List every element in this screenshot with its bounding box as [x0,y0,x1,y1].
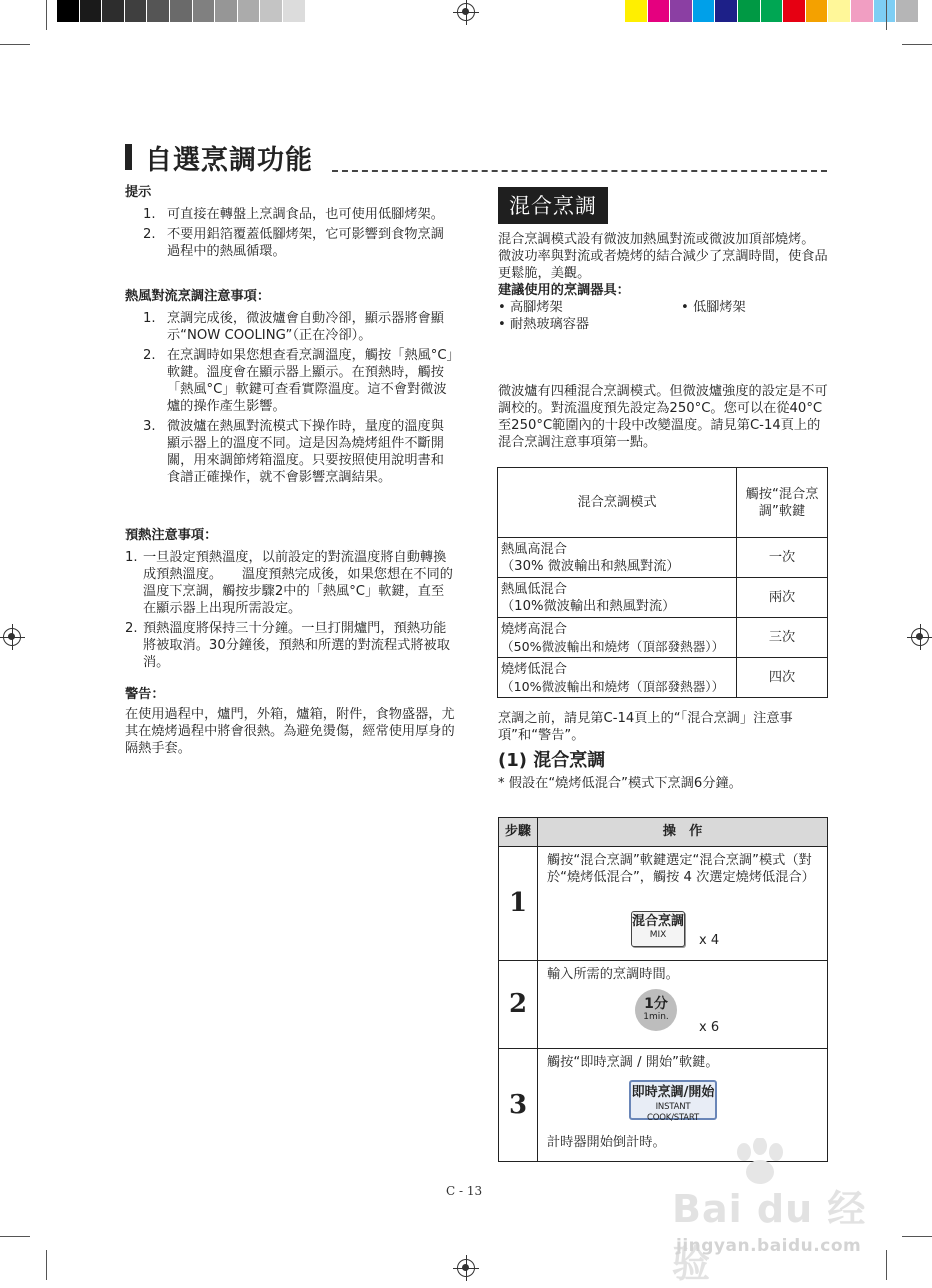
color-swatch [715,0,738,22]
registration-mark-icon [911,628,929,646]
mix-modes-table [497,467,828,698]
preheat-heading: 預熱注意事項： [125,528,218,543]
color-swatch [896,0,919,22]
instant-cook-start-button[interactable]: 即時烹調/開始 INSTANT COOK/START [629,1080,717,1120]
registration-mark-icon [457,1259,475,1277]
modes-description: 微波爐有四種混合烹調模式。但微波爐強度的設定是不可調校的。對流溫度預先設定為250°C。您可以在從40°C至250°C範圍內的十段中改變溫度。請見第C-14頁上的混合烹調注意事項第一點。 [498,384,828,450]
utensils-heading: 建議使用的烹調器具： [498,283,630,298]
color-swatch [851,0,874,22]
list-item: 2. 預熱溫度將保持三十分鐘。一旦打開爐門，預熱功能將被取消。30分鐘後，預熱和所選的對流程式將被取消。 [125,621,450,670]
step-instruction: 觸按“混合烹調”軟鍵選定“混合烹調”模式（對於“燒烤低混合”，觸按 4 次選定燒烤低混合） [547,853,815,885]
intro-text: 微波功率與對流或者燒烤的結合減少了烹調時間，使食品更鬆脆，美觀。 [498,249,828,281]
color-swatch [125,0,148,22]
color-swatch [283,0,306,22]
intro-section [498,231,830,333]
utensil-item: • 耐熱玻璃容器 [498,317,590,332]
preheat-notes-section [125,527,455,674]
utensil-item: • 低腳烤架 [681,300,746,315]
tips-section [125,184,455,263]
intro-text: 混合烹調模式設有微波加熱風對流或微波加頂部燒烤。 [498,232,815,247]
steps-table [498,817,828,1162]
one-minute-key-button[interactable]: 1分 1min. [635,989,677,1031]
crop-mark [902,44,932,45]
color-swatch [670,0,693,22]
grayscale-color-bar [57,0,328,22]
crop-mark [886,1250,887,1280]
color-swatch [57,0,80,22]
step-number: 2 [499,961,538,1049]
color-swatch [170,0,193,22]
color-swatch [625,0,648,22]
color-swatch [80,0,103,22]
list-item: 1. 烹調完成後，微波爐會自動冷卻，顯示器將會顯示“NOW COOLING”（正在冷卻）。 [143,311,444,343]
table-header: 步驟 [499,818,538,847]
color-swatch [648,0,671,22]
crop-mark [0,1236,30,1237]
convection-heading: 熱風對流烹調注意事項： [125,289,271,304]
color-swatch [260,0,283,22]
registration-mark-icon [3,628,21,646]
table-row [499,961,828,1049]
process-color-bar [625,0,919,22]
table-row: 燒烤低混合 （10%微波輸出和燒烤（頂部發熱器）） 四次 [498,658,828,698]
list-item: 2. 不要用鋁箔覆蓋低腳烤架，它可影響到食物烹調過程中的熱風循環。 [143,227,444,259]
preheat-list [125,549,455,671]
section-title: 混合烹調 [498,187,608,224]
table-header: 混合烹調模式 [498,468,737,538]
color-swatch [738,0,761,22]
warning-section [125,686,455,757]
title-dashed-rule [332,170,827,172]
note-text: 烹調之前，請見第C-14頁上的“「混合烹調」注意事項”和“警告”。 [498,711,793,743]
step-number: 1 [499,847,538,961]
color-swatch [238,0,261,22]
press-count: x 6 [699,1020,720,1035]
warning-heading: 警告： [125,687,165,702]
color-swatch [874,0,897,22]
color-swatch [193,0,216,22]
press-count: x 4 [699,933,720,948]
crop-mark [886,0,887,30]
page-title: 自選烹調功能 [145,145,313,176]
crop-mark [46,1250,47,1280]
table-row [499,847,828,961]
step-number: 3 [499,1049,538,1162]
color-swatch [761,0,784,22]
tips-list [125,206,455,260]
warning-text: 在使用過程中，爐門，外箱，爐箱，附件，食物盛器，尤其在燒烤過程中將會很熱。為避免燙傷，經常使用厚身的隔熱手套。 [125,707,455,756]
color-swatch [306,0,329,22]
color-swatch [806,0,829,22]
crop-mark [902,1236,932,1237]
table-row: 燒烤高混合 （50%微波輸出和燒烤（頂部發熱器）） 三次 [498,618,828,658]
crop-mark [46,0,47,30]
convection-list [125,310,455,486]
color-swatch [828,0,851,22]
step-instruction: 輸入所需的烹調時間。 [547,967,679,982]
table-row: 熱風低混合 （10%微波輸出和熱風對流） 兩次 [498,578,828,618]
utensil-item: • 高腳烤架 [498,300,563,315]
list-item: 1. 可直接在轉盤上烹調食品，也可使用低腳烤架。 [143,207,444,222]
table-row: 熱風高混合 （30% 微波輸出和熱風對流） 一次 [498,538,828,578]
mix-key-button[interactable]: 混合烹調 MIX [631,911,685,947]
list-item: 3. 微波爐在熱風對流模式下操作時，量度的溫度與顯示器上的溫度不同。這是因為燒烤組件不斷開關，用來調節烤箱溫度。只要按照使用說明書和食譜正確操作，就不會影響烹調結果。 [143,419,444,485]
color-swatch [215,0,238,22]
registration-mark-icon [457,3,475,21]
convection-notes-section [125,288,455,489]
watermark-brand: Bai du 经验 [672,1187,867,1286]
table-header: 操 作 [538,818,828,847]
color-swatch [147,0,170,22]
tips-heading: 提示 [125,185,152,200]
color-swatch [693,0,716,22]
page-number: C - 13 [446,1184,483,1198]
crop-mark [0,44,30,45]
color-swatch [102,0,125,22]
watermark-url: jingyan.baidu.com [676,1236,862,1256]
step-result-text: 計時器開始倒計時。 [547,1135,666,1150]
table-header: 觸按“混合烹調”軟鍵 [737,468,828,538]
step-instruction: 觸按“即時烹調 / 開始”軟鍵。 [547,1055,719,1070]
list-item: 1. 一旦設定預熱溫度，以前設定的對流溫度將自動轉換成預熱溫度。 溫度預熱完成後，如果您想在不同的溫度下烹調，觸按步驟2中的「熱風°C」軟鍵，直至在顯示器上出現所需設定。 [125,550,453,616]
list-item: 2. 在烹調時如果您想查看烹調溫度，觸按「熱風°C」軟鍵。溫度會在顯示器上顯示。在預熱時，觸按「熱風°C」軟鍵可查看實際溫度。這不會對微波爐的操作產生影響。 [143,348,454,414]
title-bar-marker [125,144,132,170]
baidu-watermark-logo [662,1138,882,1286]
subheading: (1) 混合烹調 [498,750,606,771]
assumption-text: * 假設在“燒烤低混合”模式下烹調6分鐘。 [498,776,742,791]
color-swatch [783,0,806,22]
